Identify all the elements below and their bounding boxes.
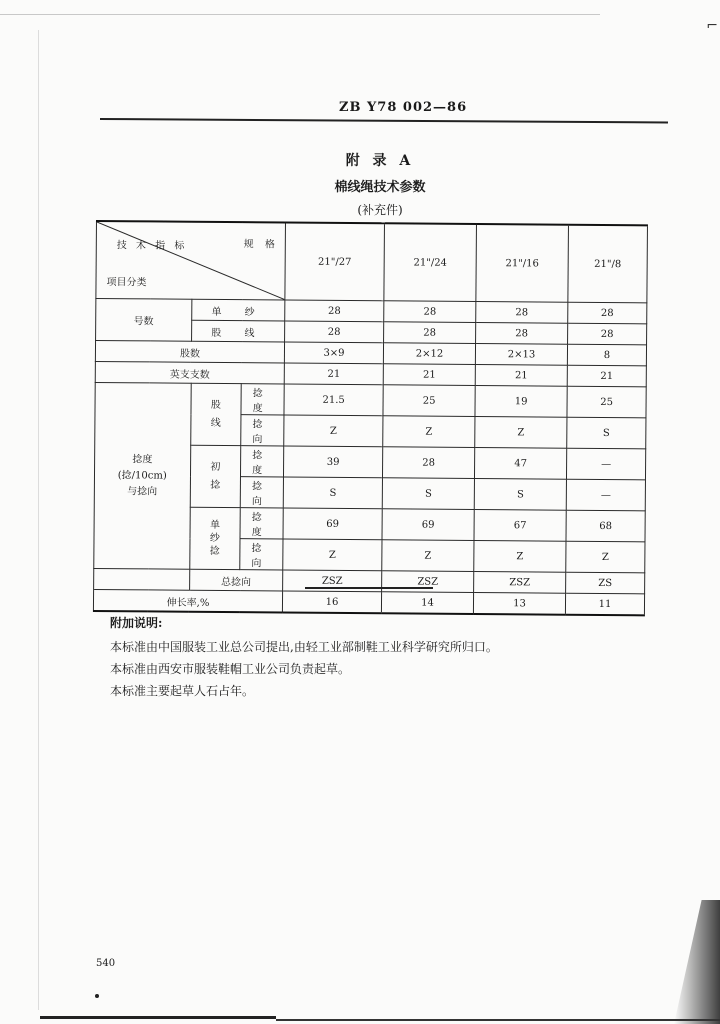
table-cell: 69 — [382, 509, 474, 541]
row-sublabel-ply: 股 线 — [191, 320, 285, 342]
scan-dot — [95, 994, 99, 998]
table-row — [95, 382, 646, 417]
sublabel-twist-direction: 捻 向 — [241, 415, 284, 446]
standard-code: ZB Y78 002—86 — [339, 100, 468, 115]
table-cell: 28 — [476, 322, 568, 344]
table-cell: 11 — [565, 593, 644, 615]
scan-edge-top — [0, 14, 600, 15]
table-cell: 25 — [383, 385, 475, 417]
table-row — [96, 299, 647, 324]
table-cell: 2×12 — [383, 343, 475, 365]
column-header: 21"/27 — [285, 222, 385, 300]
table-cell: 28 — [568, 323, 647, 345]
document-subtitle: (补充件) — [357, 203, 403, 217]
table-cell: Z — [382, 540, 474, 572]
scan-edge-left — [38, 30, 39, 1010]
table-cell: Z — [283, 539, 382, 571]
table-cell: 21 — [567, 365, 646, 387]
row-label-count: 号数 — [96, 299, 192, 342]
table-cell: 13 — [473, 592, 565, 614]
header-rule — [100, 118, 668, 123]
table-cell: ZS — [566, 572, 645, 594]
blank-cell — [94, 568, 190, 590]
table-cell: Z — [475, 416, 567, 448]
table-cell: 14 — [381, 592, 473, 614]
table-cell: 25 — [567, 386, 646, 418]
sublabel-twist-degree: 捻 度 — [240, 508, 283, 539]
column-header: 21"/24 — [384, 223, 477, 301]
title-block — [300, 150, 460, 218]
scan-shadow — [674, 900, 720, 1024]
scan-edge-bottom-2 — [276, 1019, 720, 1021]
table-cell: Z — [474, 540, 566, 572]
scan-mark-icon: ⌐ — [706, 18, 718, 34]
table-cell: Z — [566, 541, 645, 573]
note-line: 本标准主要起草人石占年。 — [110, 684, 255, 698]
table-cell: 28 — [384, 322, 476, 344]
table-cell: 21.5 — [284, 384, 383, 416]
note-line: 本标准由西安市服装鞋帽工业公司负责起草。 — [110, 662, 351, 676]
page-number: 540 — [96, 958, 116, 969]
table-cell: 39 — [284, 446, 383, 478]
table-cell: — — [566, 479, 645, 511]
table-cell: S — [474, 478, 566, 510]
table-cell: ZSZ — [382, 571, 474, 593]
table-cell: ZSZ — [283, 570, 382, 592]
table-cell: Z — [284, 415, 383, 447]
parameters-table — [93, 220, 648, 616]
diagonal-header-cell — [96, 221, 286, 300]
indicator-label: 技 术 指 标 — [116, 240, 188, 252]
row-label-twist: 捻度 (捻/10cm) 与捻向 — [94, 382, 191, 569]
table-cell: 67 — [474, 509, 566, 541]
table-cell: — — [567, 448, 646, 480]
note-line: 本标准由中国服装工业总公司提出,由轻工业部制鞋工业科学研究所归口。 — [110, 640, 498, 654]
row-sublabel-single: 单 纱 — [191, 299, 285, 321]
group-label-single: 单 纱 捻 — [189, 507, 240, 569]
row-label-elongation: 伸长率,% — [93, 589, 282, 612]
table-cell: 28 — [476, 301, 568, 323]
appendix-label: 附 录 A — [345, 153, 415, 169]
table-cell: 21 — [383, 364, 475, 386]
table-cell: 47 — [475, 447, 567, 479]
spec-label: 规 格 — [243, 239, 279, 251]
group-label-ply: 股 线 — [190, 383, 241, 445]
notes-heading: 附加说明: — [110, 616, 163, 630]
table-cell: Z — [383, 416, 475, 448]
table-cell: 3×9 — [284, 342, 383, 364]
table-cell: 28 — [384, 301, 476, 323]
table-cell: 28 — [285, 300, 384, 322]
group-label-initial: 初 捻 — [190, 445, 241, 507]
sublabel-twist-degree: 捻 度 — [241, 384, 284, 415]
additional-notes — [110, 612, 498, 702]
table-cell: 68 — [566, 510, 645, 542]
column-header: 21"/8 — [568, 225, 648, 303]
column-header: 21"/16 — [476, 224, 569, 302]
section-separator — [305, 587, 433, 589]
table-cell: 69 — [283, 508, 382, 540]
row-label-total-direction: 总捻向 — [189, 569, 283, 591]
table-cell: S — [283, 477, 382, 509]
row-label-english: 英支支数 — [95, 361, 284, 383]
table-cell: 2×13 — [475, 343, 567, 365]
sublabel-twist-direction: 捻 向 — [240, 539, 283, 570]
sublabel-twist-direction: 捻 向 — [240, 477, 283, 508]
scan-edge-bottom — [40, 1016, 276, 1019]
document-title: 棉线绳技术参数 — [334, 180, 426, 195]
table-cell: 19 — [475, 385, 567, 417]
table-header-row — [96, 221, 648, 303]
table-cell: S — [382, 478, 474, 510]
table-cell: 8 — [567, 344, 646, 366]
table-cell: 16 — [282, 591, 381, 613]
table-cell: 28 — [568, 302, 647, 324]
table-cell: ZSZ — [474, 571, 566, 593]
row-label-strands: 股数 — [95, 341, 284, 363]
table-cell: 28 — [285, 321, 384, 343]
table-cell: 28 — [383, 447, 475, 479]
table-cell: S — [567, 417, 646, 449]
table-cell: 21 — [284, 363, 383, 385]
table-cell: 21 — [475, 364, 567, 386]
sublabel-twist-degree: 捻 度 — [241, 446, 284, 477]
category-label: 项目分类 — [106, 277, 147, 289]
